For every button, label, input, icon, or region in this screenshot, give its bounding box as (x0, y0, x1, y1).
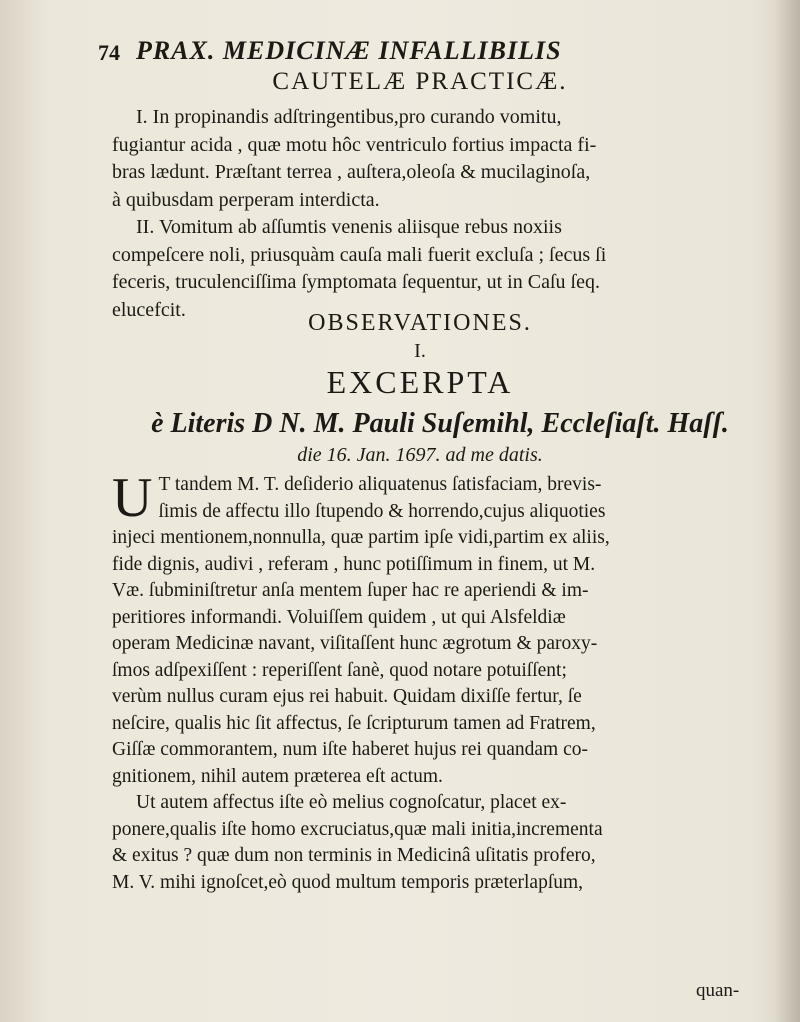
text-line: injeci mentionem,nonnulla, quæ partim ipſe vidi,partim ex aliis, (112, 527, 610, 548)
text-line: operam Medicinæ navant, viſitaſſent hunc ægrotum & paroxy- (112, 633, 598, 654)
text-line: T tandem M. T. deſiderio aliquatenus ſatisfaciam, brevis- (158, 474, 602, 495)
caution-paragraph-1 (112, 104, 762, 214)
page-header (98, 36, 738, 70)
text-line: Giſſæ commorantem, num iſte haberet hujus rei quandam co- (112, 739, 588, 760)
text-line: gnitionem, nihil autem præterea eſt actum. (112, 765, 443, 787)
text-line: fugiantur acida , quæ motu hôc ventriculo fortius impacta fi- (112, 133, 597, 156)
text-line: ponere,qualis iſte homo excruciatus,quæ mali initia,incrementa (112, 818, 603, 840)
cautions-block (112, 104, 762, 324)
text-line: elucefcit. (112, 298, 186, 321)
text-line: fide dignis, audivi , referam , hunc potiſſimum in finem, ut M. (112, 553, 596, 575)
letter-body (112, 467, 762, 896)
observations-heading: OBSERVATIONES. (308, 310, 532, 336)
text-line: verùm nullus curam ejus rei habuit. Quidam dixiſſe fertur, ſe (112, 686, 582, 707)
text-line: ſimis de affectu illo ſtupendo & horrendo,cujus aliquoties (158, 500, 606, 522)
text-line: Ut autem affectus iſte eò melius cognoſcatur, placet ex- (136, 792, 567, 813)
running-title: PRAX. MEDICINÆ INFALLIBILIS (136, 36, 562, 65)
drop-cap: U (112, 467, 153, 529)
text-line: neſcire, qualis hic ſit affectus, ſe ſcripturum tamen ad Fratrem, (112, 712, 596, 734)
text-line: peritiores informandi. Voluiſſem quidem , ut qui Alsfeldiæ (112, 606, 566, 628)
source-line: è Literis D N. M. Pauli Suſemihl, Eccleſiaſt. Haſſ. (151, 408, 729, 439)
text-line: M. V. mihi ignoſcet,eò quod multum temporis præterlapſum, (112, 871, 584, 893)
text-line: II. Vomitum ab aſſumtis venenis aliisque rebus noxiis (136, 216, 562, 238)
date-line: die 16. Jan. 1697. ad me datis. (297, 444, 543, 466)
page-number: 74 (98, 40, 120, 65)
text-line: compeſcere noli, priusquàm cauſa mali fuerit excluſa ; ſecus ſi (112, 243, 607, 266)
text-line: feceris, truculenciſſima ſymptomata ſequentur, ut in Caſu ſeq. (112, 271, 600, 293)
excerpta-heading: EXCERPTA (326, 364, 514, 400)
text-line: ſmos adſpexiſſent : reperiſſent ſanè, quod notare potuiſſent; (112, 659, 567, 681)
observation-number: I. (414, 340, 426, 362)
body-paragraph-1 (112, 467, 762, 790)
page-edge-shadow (774, 0, 800, 1022)
text-line: à quibusdam perperam interdicta. (112, 188, 380, 211)
text-line: I. In propinandis adſtringentibus,pro curando vomitu, (136, 106, 562, 128)
text-line: bras lædunt. Præſtant terrea , auſtera,oleoſa & mucilaginoſa, (112, 161, 591, 183)
section-title: CAUTELÆ PRACTICÆ. (272, 68, 568, 95)
catchword: quan- (696, 980, 740, 1001)
body-paragraph-2 (112, 790, 762, 896)
text-line: & exitus ? quæ dum non terminis in Medicinâ uſitatis profero, (112, 845, 596, 866)
text-line: Væ. ſubminiſtretur anſa mentem ſuper hac re aperiendi & im- (112, 580, 589, 601)
caution-paragraph-2 (112, 214, 762, 324)
